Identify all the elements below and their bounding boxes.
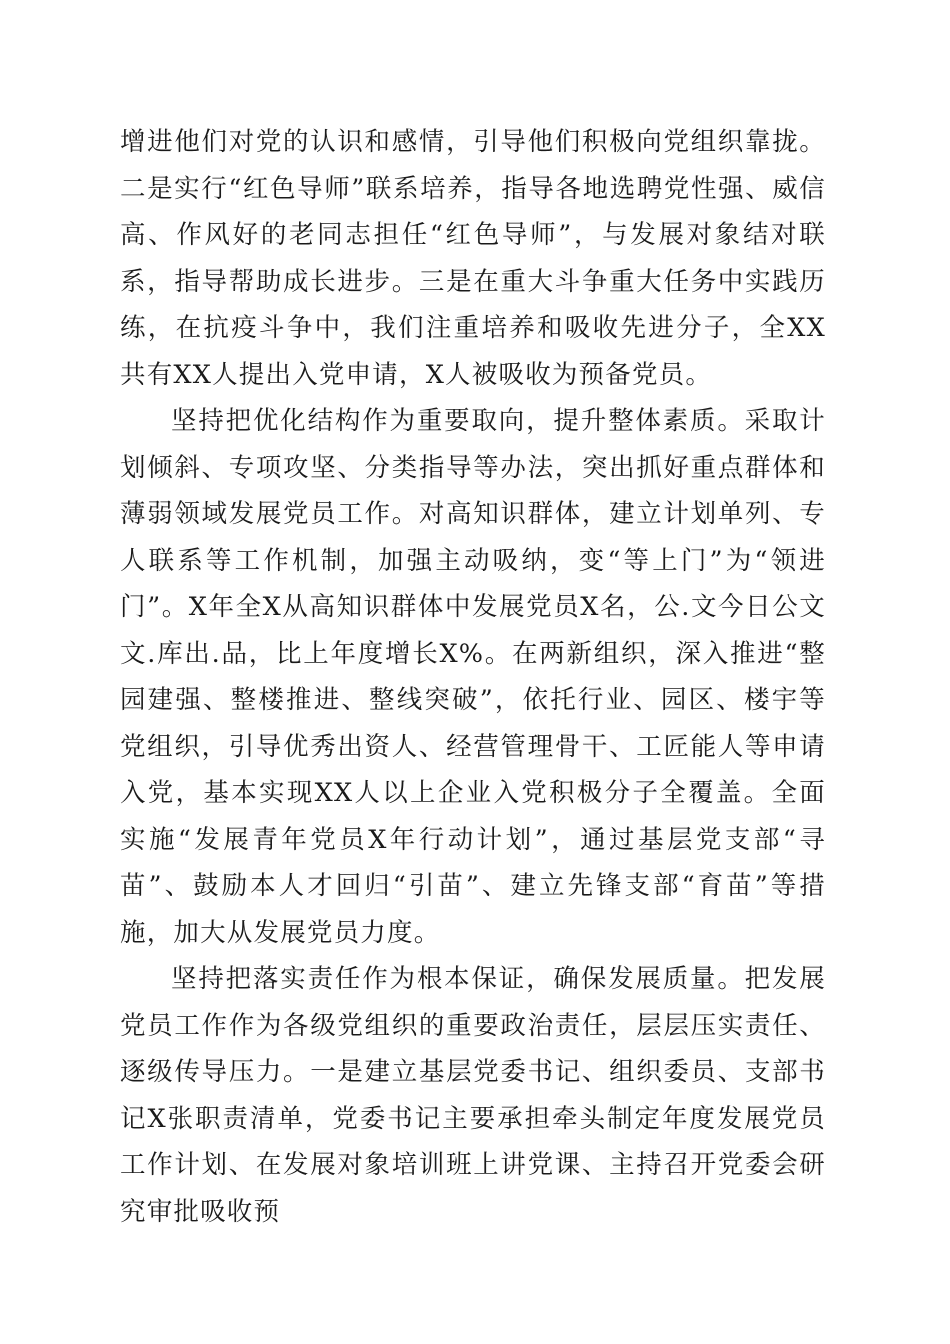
- document-body: [120, 119, 826, 1235]
- paragraph-2: 坚持把优化结构作为重要取向，提升整体素质。采取计划倾斜、专项攻坚、分类指导等办法，突出抓好重点群体和薄弱领域发展党员工作。对高知识群体，建立计划单列、专人联系等工作机制，加强主动吸纳，变“等上门”为“领进门”。X年全X从高知识群体中发展党员X名，公.文今日公文文.库出.品，比上年度增长X%。在两新组织，深入推进“整园建强、整楼推进、整线突破”，依托行业、园区、楼宇等党组织，引导优秀出资人、经营管理骨干、工匠能人等申请入党，基本实现XX人以上企业入党积极分子全覆盖。全面实施“发展青年党员X年行动计划”，通过基层党支部“寻苗”、鼓励本人才回归“引苗”、建立先锋支部“育苗”等措施，加大从发展党员力度。: [120, 406, 826, 948]
- paragraph-1: 增进他们对党的认识和感情，引导他们积极向党组织靠拢。二是实行“红色导师”联系培养，指导各地选聘党性强、威信高、作风好的老同志担任“红色导师”，与发展对象结对联系，指导帮助成长进步。三是在重大斗争重大任务中实践历练，在抗疫斗争中，我们注重培养和吸收先进分子，全XX共有XX人提出入党申请，X人被吸收为预备党员。: [120, 127, 826, 390]
- paragraph-3: 坚持把落实责任作为根本保证，确保发展质量。把发展党员工作作为各级党组织的重要政治责任，层层压实责任、逐级传导压力。一是建立基层党委书记、组织委员、支部书记X张职责清单，党委书记主要承担牵头制定年度发展党员工作计划、在发展对象培训班上讲党课、主持召开党委会研究审批吸收预: [120, 964, 826, 1227]
